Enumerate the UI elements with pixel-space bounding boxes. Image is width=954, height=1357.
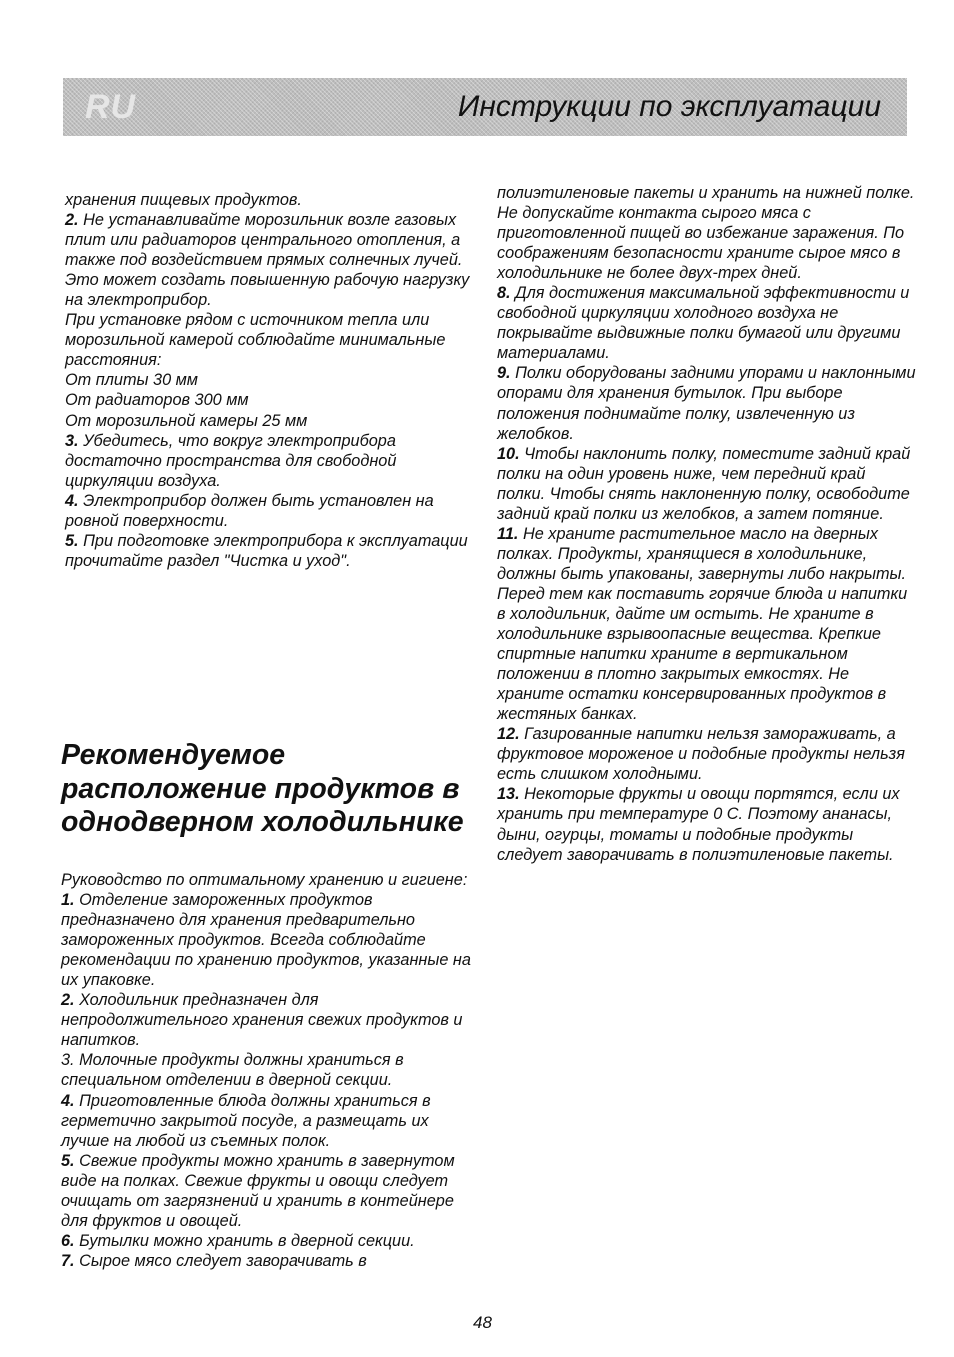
left-column-bottom [61, 870, 479, 1271]
paragraph [61, 1151, 479, 1231]
item-number: 7. [61, 1251, 75, 1270]
item-number: 5. [65, 531, 79, 550]
paragraph-text: Электроприбор должен быть установлен на ровной поверхности. [65, 491, 434, 530]
paragraph-text: При установке рядом с источником тепла или морозильной камерой соблюдайте минимальные расстояния: [65, 311, 446, 370]
item-number: 10. [497, 444, 520, 463]
paragraph [65, 411, 480, 431]
item-number: 5. [61, 1151, 75, 1170]
paragraph [61, 1251, 479, 1271]
paragraph [61, 870, 479, 890]
paragraph [497, 724, 917, 784]
paragraph-text: Сырое мясо следует заворачивать в [74, 1251, 367, 1270]
paragraph-text: Бутылки можно хранить в дверной секции. [74, 1231, 415, 1250]
paragraph [65, 310, 480, 370]
item-number: 9. [497, 364, 511, 383]
item-number: 13. [497, 785, 520, 804]
paragraph-text: Газированные напитки нельзя замораживать, а фруктовое мороженое и подобные продукты нельзя есть слишком холодными. [497, 725, 905, 784]
paragraph-text: полиэтиленовые пакеты и хранить на нижней полке. Не допускайте контакта сырого мяса с приготовленной пищей во избежание заражения. По соображениям безопасности храните сырое мясо в холодильнике не более двух-трех дней. [497, 184, 915, 283]
paragraph [497, 283, 917, 363]
item-number: 1. [61, 891, 75, 910]
paragraph-text: При подготовке электроприбора к эксплуатации прочитайте раздел "Чистка и уход". [65, 531, 468, 570]
paragraph [497, 444, 917, 524]
item-number: 4. [61, 1091, 75, 1110]
paragraph [65, 190, 480, 210]
paragraph-text: Холодильник предназначен для непродолжительного хранения свежих продуктов и напитков. [61, 991, 463, 1050]
paragraph [61, 890, 479, 990]
item-number: 12. [497, 725, 520, 744]
paragraph [65, 390, 480, 410]
paragraph-text: От радиаторов 300 мм [65, 391, 249, 410]
left-column-top [65, 190, 480, 571]
paragraph [65, 531, 480, 571]
paragraph-text: хранения пищевых продуктов. [65, 191, 302, 209]
paragraph-text: Чтобы наклонить полку, поместите задний край полки на один уровень ниже, чем передний край полки. Чтобы снять наклоненную полку, освободите задний край полки из желобков, а затем потяние. [497, 444, 911, 523]
paragraph-text: Полки оборудованы задними упорами и наклонными опорами для хранения бутылок. При выборе положения поднимайте полку, извлеченную из желобков. [497, 364, 916, 443]
item-number: 11. [497, 524, 519, 543]
paragraph-text: 3. Молочные продукты должны храниться в специальном отделении в дверной секции. [61, 1051, 404, 1090]
item-number: 2. [61, 991, 75, 1010]
paragraph [65, 491, 480, 531]
section-heading: Рекомендуемое расположение продуктов в однодверном холодильнике [61, 739, 464, 838]
item-number: 2. [65, 211, 79, 230]
item-number: 6. [61, 1231, 75, 1250]
paragraph [61, 1231, 479, 1251]
paragraph [497, 524, 917, 724]
paragraph-text: Отделение замороженных продуктов предназначено для хранения предварительно замороженных продуктов. Всегда соблюдайте рекомендации по хранению продуктов, указанные на их упаковке. [61, 891, 471, 990]
paragraph-text: Не устанавливайте морозильник возле газовых плит или радиаторов центрального отопления, а также под воздействием прямых солнечных лучей. Это может создать повышенную рабочую нагрузку на электроприбор. [65, 211, 470, 310]
header-title: Инструкции по эксплуатации [457, 90, 881, 123]
right-column [497, 183, 917, 865]
language-code: RU [85, 88, 137, 126]
paragraph-text: Свежие продукты можно хранить в завернутом виде на полках. Свежие фрукты и овощи следует очищать от загрязнений и хранить в контейнере для фруктов и овощей. [61, 1151, 455, 1230]
item-number: 3. [65, 431, 79, 450]
paragraph [61, 1091, 479, 1151]
paragraph-text: Некоторые фрукты и овощи портятся, если их хранить при температуре 0 С. Поэтому ананасы, дыни, огурцы, томаты и подобные продукты следует заворачивать в полиэтиленовые пакеты. [497, 785, 900, 864]
paragraph [65, 210, 480, 310]
item-number: 4. [65, 491, 79, 510]
paragraph [497, 363, 917, 443]
paragraph-text: Убедитесь, что вокруг электроприбора достаточно пространства для свободной циркуляции воздуха. [65, 431, 397, 490]
paragraph [497, 183, 917, 283]
page-number: 48 [473, 1313, 492, 1332]
paragraph-text: Приготовленные блюда должны храниться в герметично закрытой посуде, а размещать их лучше на любой из съемных полок. [61, 1091, 431, 1150]
paragraph-text: Не храните растительное масло на дверных полках. Продукты, хранящиеся в холодильнике, должны быть упакованы, завернуты либо накрыты. Перед тем как поставить горячие блюда и напитки в холодильник, дайте им остыть. Не храните в холодильнике взрывоопасные вещества. Крепкие спиртные напитки храните в вертикальном положении в плотно закрытых емкостях. Не храните остатки консервированных продуктов в жестяных банках. [497, 524, 908, 724]
paragraph-text: Для достижения максимальной эффективности и свободной циркуляции холодного воздуха не покрывайте выдвижные полки бумагой или другими материалами. [497, 284, 910, 363]
paragraph-text: От морозильной камеры 25 мм [65, 411, 308, 430]
item-number: 8. [497, 284, 511, 303]
paragraph [61, 990, 479, 1050]
paragraph-text: От плиты 30 мм [65, 371, 198, 390]
header-bar [63, 78, 907, 136]
paragraph [497, 784, 917, 864]
paragraph [61, 1050, 479, 1090]
paragraph-text: Руководство по оптимальному хранению и гигиене: [61, 871, 468, 889]
paragraph [65, 431, 480, 491]
paragraph [65, 370, 480, 390]
